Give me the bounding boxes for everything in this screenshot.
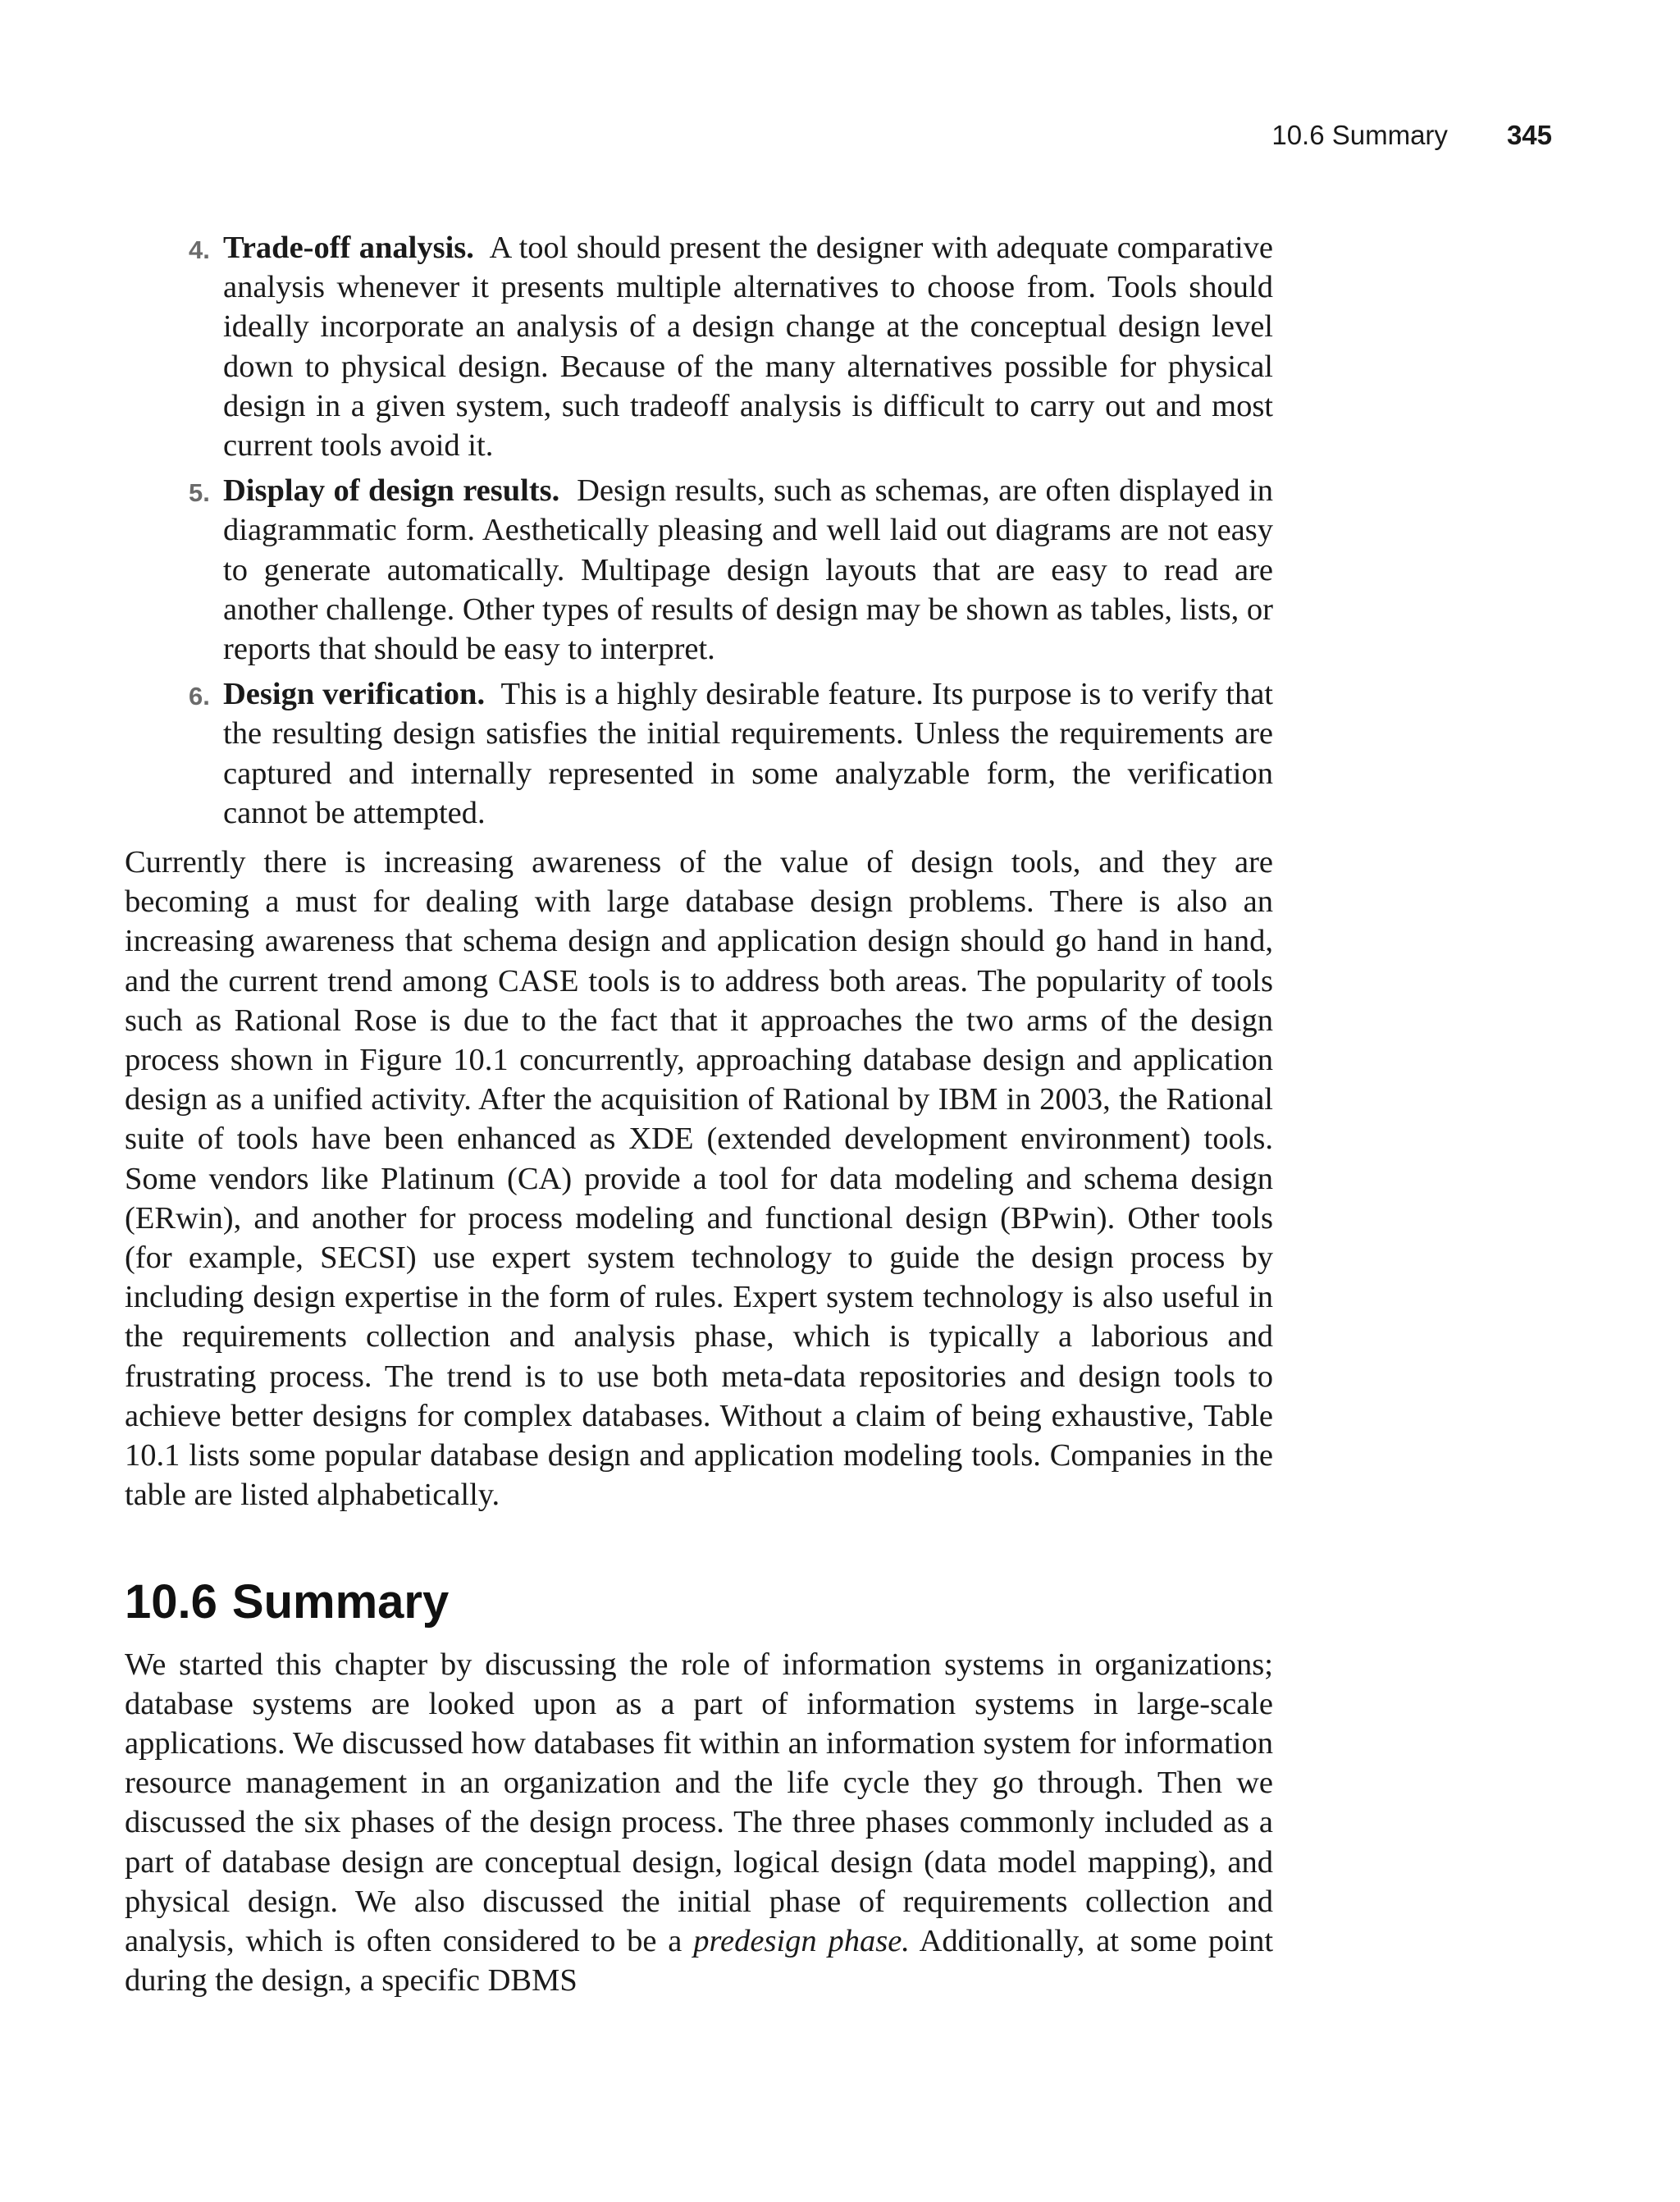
running-head-section: 10.6 Summary (1271, 120, 1448, 150)
list-item-number: 6. (189, 682, 210, 711)
section-heading (125, 1576, 1273, 1629)
section-title: Summary (231, 1574, 450, 1629)
body-paragraph: Currently there is increasing awareness of the value of design tools, and they are becoming a must for dealing with large database design problems. There is also an increasing awareness that schema design and application design should go hand in hand, and the current trend among CASE tools is to address both areas. The popularity of tools such as Rational Rose is due to the fact that it approaches the two arms of the design process shown in Figure 10.1 concurrently, approaching database design and application design as a unified activity. After the acquisition of Rational by IBM in 2003, the Rational suite of tools have been enhanced as XDE (extended development environment) tools. Some vendors like Platinum (CA) provide a tool for data modeling and schema design (ERwin), and another for process modeling and functional design (BPwin). Other tools (for example, SECSI) use expert system technology to guide the design process by including design expertise in the form of rules. Expert system technology is also useful in the requirements collection and analysis phase, which is typically a laborious and frustrating process. The trend is to use both meta-data repositories and design tools to achieve better designs for complex databases. Without a claim of being exhaustive, Table 10.1 lists some popular database design and application modeling tools. Companies in the table are listed alphabetically. (125, 845, 1273, 1513)
list-item-text: This is a highly desirable feature. Its purpose is to verify that the resulting design satisfies the initial requirements. Unless the requirements are captured and internally represented in some analyzable form, the verification cannot be attempted. (223, 677, 1274, 830)
list-item-title: Trade-off analysis. (223, 231, 474, 265)
list-item-title: Design verification. (223, 677, 486, 712)
list-item-text: A tool should present the designer with adequate comparative analysis whenever it presents multiple alternatives to choose from. Tools should ideally incorporate an analysis of a design change at the conceptual design level down to physical design. Because of the many alternatives possible for physical design in a given system, such tradeoff analysis is difficult to carry out and most current tools avoid it. (223, 231, 1273, 464)
summary-text: We started this chapter by discussing the role of information systems in organizations; database systems are looked upon as a part of information systems in large-scale applications. We discussed how databases fit within an information system for information resource management in an organization and the life cycle they go through. Then we discussed the six phases of the design process. The three phases commonly included as a part of database design are conceptual design, logical design (data model mapping), and physical design. We also discussed the initial phase of requirements collection and analysis, which is often considered to be a (125, 1647, 1273, 1958)
section-number: 10.6 (125, 1574, 217, 1629)
list-item-title: Display of design results. (223, 473, 560, 509)
feature-list (125, 228, 1273, 833)
list-item (125, 674, 1273, 833)
running-head (1271, 120, 1552, 151)
page-number: 345 (1506, 120, 1552, 150)
list-item-text: Design results, such as schemas, are often displayed in diagrammatic form. Aesthetically pleasing and well laid out diagrams are not easy to generate automatically. Multipage design layouts that are easy to read are another challenge. Other types of results of design may be shown as tables, lists, or reports that should be easy to interpret. (223, 473, 1273, 667)
summary-italic-term: predesign phase. (693, 1923, 910, 1958)
list-item (125, 471, 1273, 669)
page-body (125, 228, 1273, 2000)
summary-text-continued: Additionally, at some point during the design, a specific DBMS (125, 1923, 1274, 1999)
list-item-number: 4. (189, 235, 210, 264)
list-item-number: 5. (189, 478, 210, 508)
list-item (125, 228, 1273, 465)
summary-paragraph (125, 1645, 1273, 2001)
